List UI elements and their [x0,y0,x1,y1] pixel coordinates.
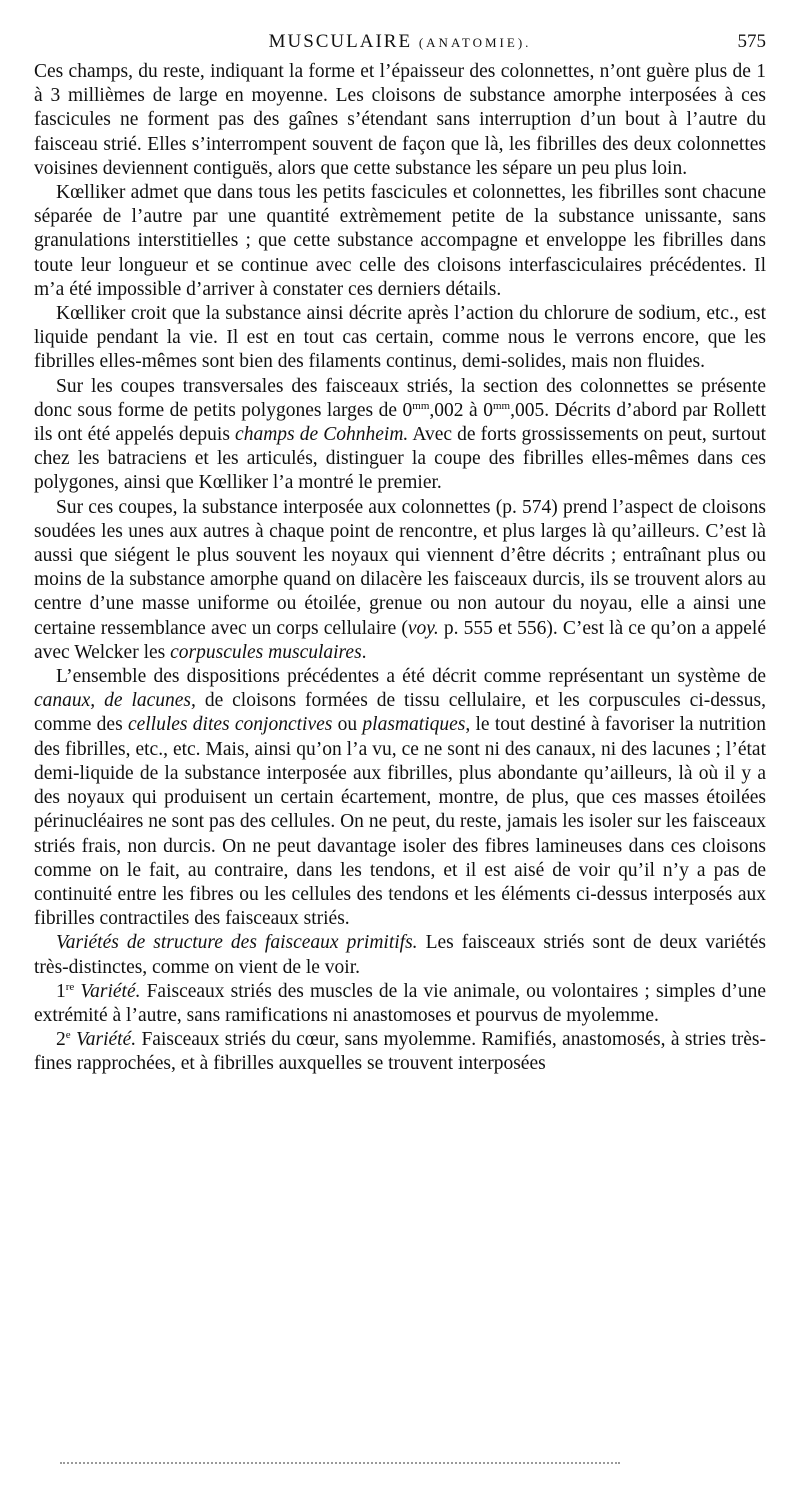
text-run: Sur ces coupes, la substance interposée aux colonnettes (p. 574) prend l’aspect de cloisons soudées les unes aux autres à chaque point de rencontre, et plus larges là qu’ailleurs. C’est là aussi que siégent le plus souvent les noyaux qui viennent d’être décrits ; entraînant plus ou moins de la substance amorphe quand on dilacère les faisceaux durcis, ils se trouvent alors au centre d’une masse uniforme ou étoilée, grenue ou non autour du noyau, elle a ainsi une certaine ressemblance avec un corps cellulaire ( [34,496,766,639]
paragraph-2: Kœlliker admet que dans tous les petits fascicules et colonnettes, les fibrilles sont chacune séparée de l’autre par une quantité extrèmement petite de la substance unissante, sans granulations interstitielles ; que cette substance accompagne et enveloppe les fibrilles dans toute leur longueur et se continue avec celle des cloisons interfasciculaires précédentes. Il m’a été impossible d’arriver à constater ces derniers détails. [34,182,766,300]
italic-term: champs de Cohnheim. [235,424,409,446]
running-title [34,30,766,55]
text-run: L’ensemble des dispositions précédentes a été décrit comme représentant un système de [56,666,766,688]
page-number: 575 [737,31,766,52]
text-run: Sur les coupes transversales des faisceaux striés, la section des colonnettes se présente donc sous forme de petits polygones larges de 0 [34,375,766,421]
paragraph-6 [34,665,766,931]
paragraph-5 [34,496,766,665]
text-run: Faisceaux striés des muscles de la vie animale, ou volontaires ; simples d’une extrémité à l’autre, sans ramifications ni anastomoses et pourvus de myolemme. [34,980,767,1026]
text-run: , le tout destiné à favoriser la nutrition des fibrilles, etc., etc. Mais, ainsi qu’on l’a vu, ce ne sont ni des canaux, ni des lacunes ; l’état demi-liquide de la substance interposée aux fibrilles, plus abondante qu’ailleurs, là où il y a des noyaux qui produisent un certain écartement, montre, de plus, que ces masses étoilées périnucléaires ne sont pas des cellules. On ne peut, du reste, jamais les isoler sur les faisceaux striés frais, non durcis. On ne peut davantage isoler des fibres lamineuses dans ces cloisons comme on le fait, au contraire, dans les tendons, et il est aisé de voir qu’il n’y a pas de continuité entre les fibres ou les cellules des tendons et les éléments ci-dessus interposés aux fibrilles contractiles des faisceaux striés. [34,714,766,930]
italic-heading: Variétés de structure des faisceaux primitifs. [56,932,418,954]
paragraph-8 [34,980,766,1028]
text-run: de cloisons formées de tissu cellulaire, et les corpuscules ci-dessus, comme des [34,690,766,736]
running-head [34,30,766,60]
italic-term: cellules dites conjonctives [127,714,333,736]
running-title-main: MUSCULAIRE [268,31,413,52]
text-run: p. 555 et 556). C’est là ce qu’on a appelé avec Welcker les [34,617,766,663]
running-title-section: (ANATOMIE). [418,35,532,50]
unit-superscript: mm [412,399,430,412]
bleed-through-line [60,1462,620,1464]
text-run: ,002 à 0 [429,399,493,421]
ordinal-superscript: e [65,1029,71,1042]
italic-term: canaux, de lacunes, [34,690,196,712]
text-run: . [361,641,367,663]
paragraph-4 [34,375,766,496]
ordinal-number: 1 [56,980,66,1002]
ordinal-superscript: re [65,980,75,993]
paragraph-1: Ces champs, du reste, indiquant la forme et l’épaisseur des colonnettes, n’ont guère plus de 1 à 3 millièmes de large en moyenne. Les cloisons de substance amorphe interposées à ces fascicules ne forment pas des gaînes s’étendant sans interruption d’un bout à l’autre du faisceau strié. Elles s’interrompent souvent de façon que là, les fibrilles des deux colonnettes voisines deviennent contiguës, alors que cette substance les sépare un peu plus loin. [34,61,766,179]
unit-superscript: mm [492,399,511,412]
italic-heading: Variété. [70,1029,137,1051]
ordinal-number: 2 [56,1029,66,1051]
italic-heading: Variété. [74,980,141,1002]
paragraph-9 [34,1028,766,1076]
text-run: Les faisceaux striés sont de deux variétés très-distinctes, comme on vient de le voir. [34,932,766,978]
page [34,30,766,1077]
italic-term: corpuscules musculaires [170,641,362,663]
italic-term: voy. [407,617,439,639]
paragraph-7 [34,931,766,979]
italic-term: plasmatiques [362,714,466,736]
text-run: ,005. Décrits d’abord par Rollett ils ont été appelés depuis [34,399,766,446]
text-run: Avec de forts grossissements on peut, surtout chez les batraciens et les articulés, distinguer la coupe des fibrilles elles-mêmes dans ces polygones, ainsi que Kœlliker l’a montré le premier. [34,424,766,494]
text-run: Faisceaux striés du cœur, sans myolemme. Ramifiés, anastomosés, à stries très-fines rapprochées, et à fibrilles auxquelles se trouvent interposées [34,1029,766,1075]
paragraph-3: Kœlliker croit que la substance ainsi décrite après l’action du chlorure de sodium, etc., est liquide pendant la vie. Il est en tout cas certain, comme nous le verrons encore, que les fibrilles elles-mêmes sont bien des filaments continus, demi-solides, mais non fluides. [34,303,766,373]
text-run: ou [332,714,363,736]
